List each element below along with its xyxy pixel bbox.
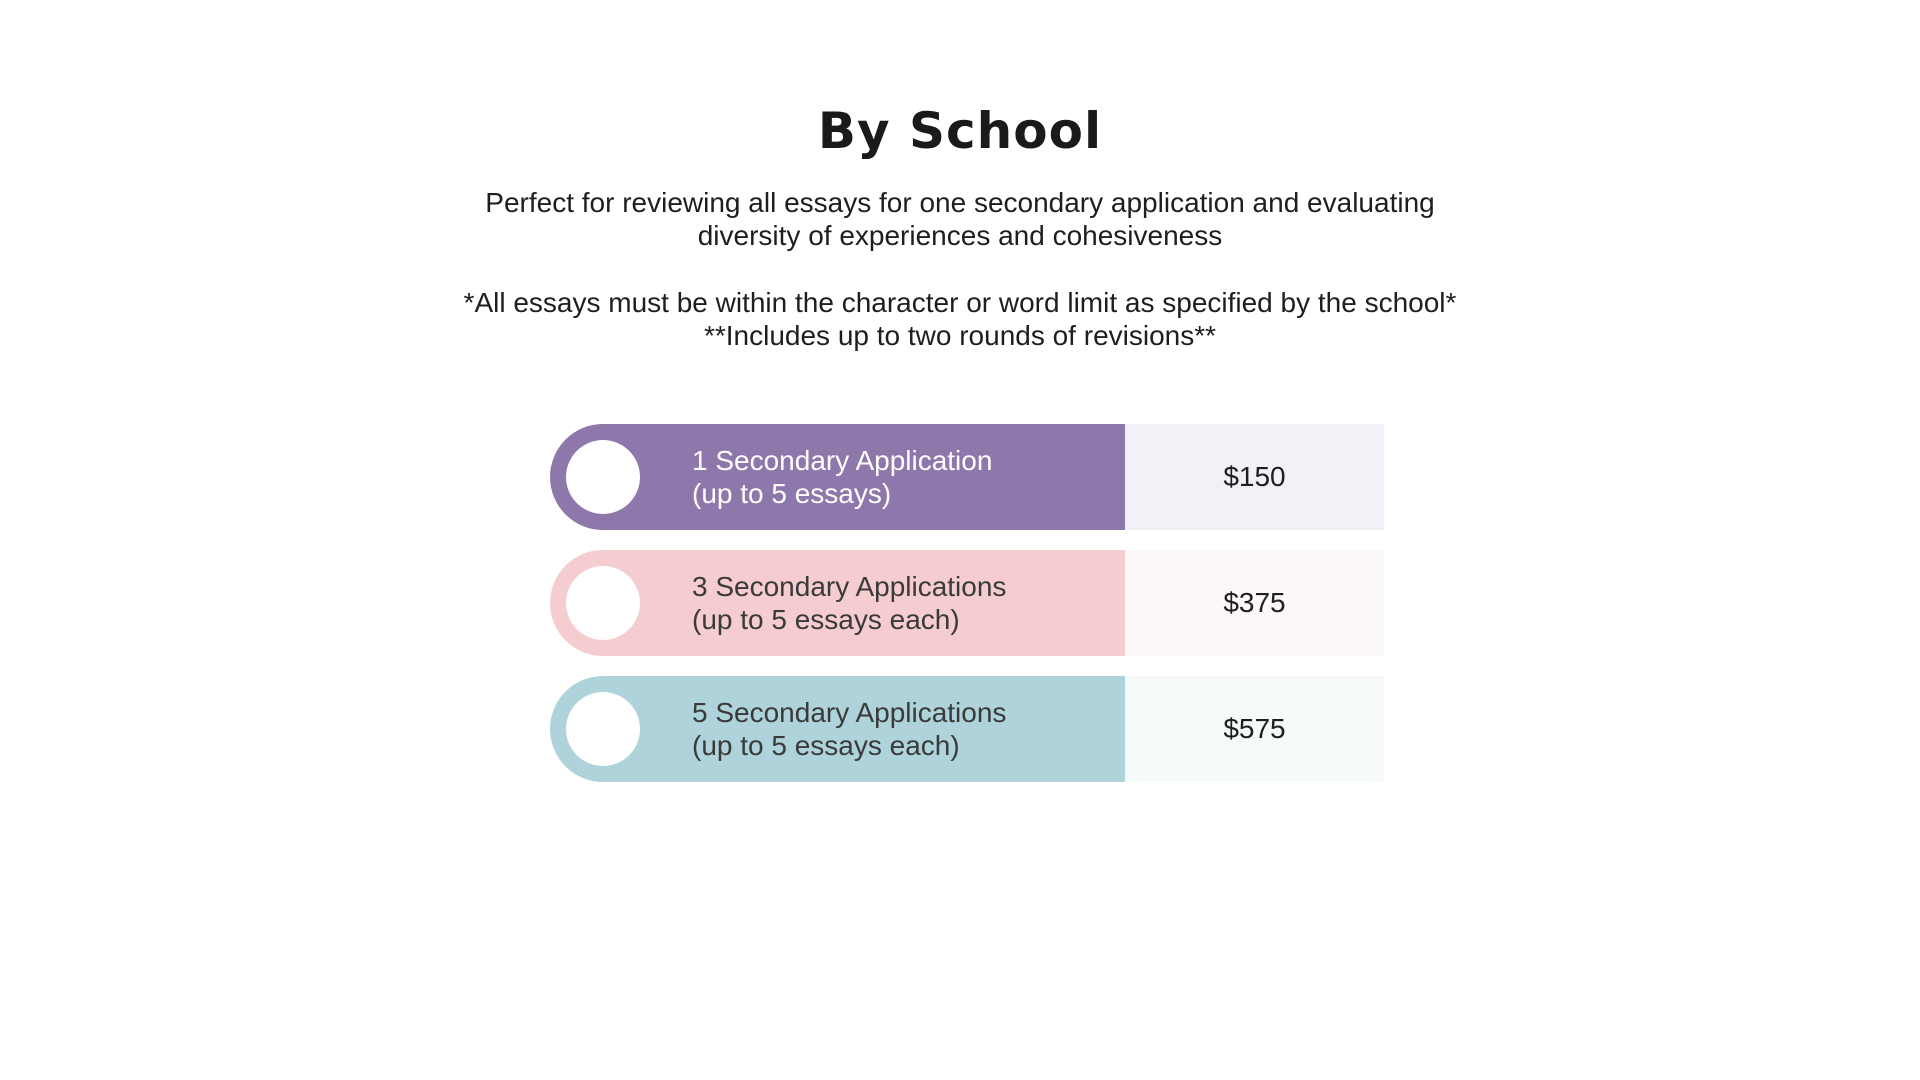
circle-icon — [566, 566, 640, 640]
option-subtitle: (up to 5 essays each) — [692, 604, 960, 635]
description-line-1: Perfect for reviewing all essays for one secondary application and evaluating — [485, 187, 1435, 218]
option-price: $575 — [1125, 676, 1384, 782]
page-title: By School — [817, 102, 1103, 160]
note-revisions: **Includes up to two rounds of revisions** — [703, 320, 1217, 351]
option-title: 1 Secondary Application — [692, 445, 993, 476]
option-label-band — [550, 424, 1125, 530]
option-label — [692, 444, 992, 510]
option-price: $375 — [1125, 550, 1384, 656]
option-subtitle: (up to 5 essays each) — [692, 730, 960, 761]
option-title: 5 Secondary Applications — [692, 697, 1007, 728]
option-label-band — [550, 676, 1125, 782]
option-label — [692, 696, 1006, 762]
option-label — [692, 570, 1006, 636]
circle-icon — [566, 692, 640, 766]
option-title: 3 Secondary Applications — [692, 571, 1007, 602]
option-label-band — [550, 550, 1125, 656]
description — [400, 186, 1520, 252]
note-word-limit: *All essays must be within the character or word limit as specified by the school* — [463, 287, 1457, 318]
circle-icon — [566, 440, 640, 514]
pricing-options — [550, 424, 1384, 802]
description-line-2: diversity of experiences and cohesiveness — [697, 220, 1223, 251]
option-subtitle: (up to 5 essays) — [692, 478, 892, 509]
option-price: $150 — [1125, 424, 1384, 530]
pricing-option-3[interactable] — [550, 676, 1384, 782]
notes — [400, 286, 1520, 352]
pricing-option-2[interactable] — [550, 550, 1384, 656]
pricing-option-1[interactable] — [550, 424, 1384, 530]
